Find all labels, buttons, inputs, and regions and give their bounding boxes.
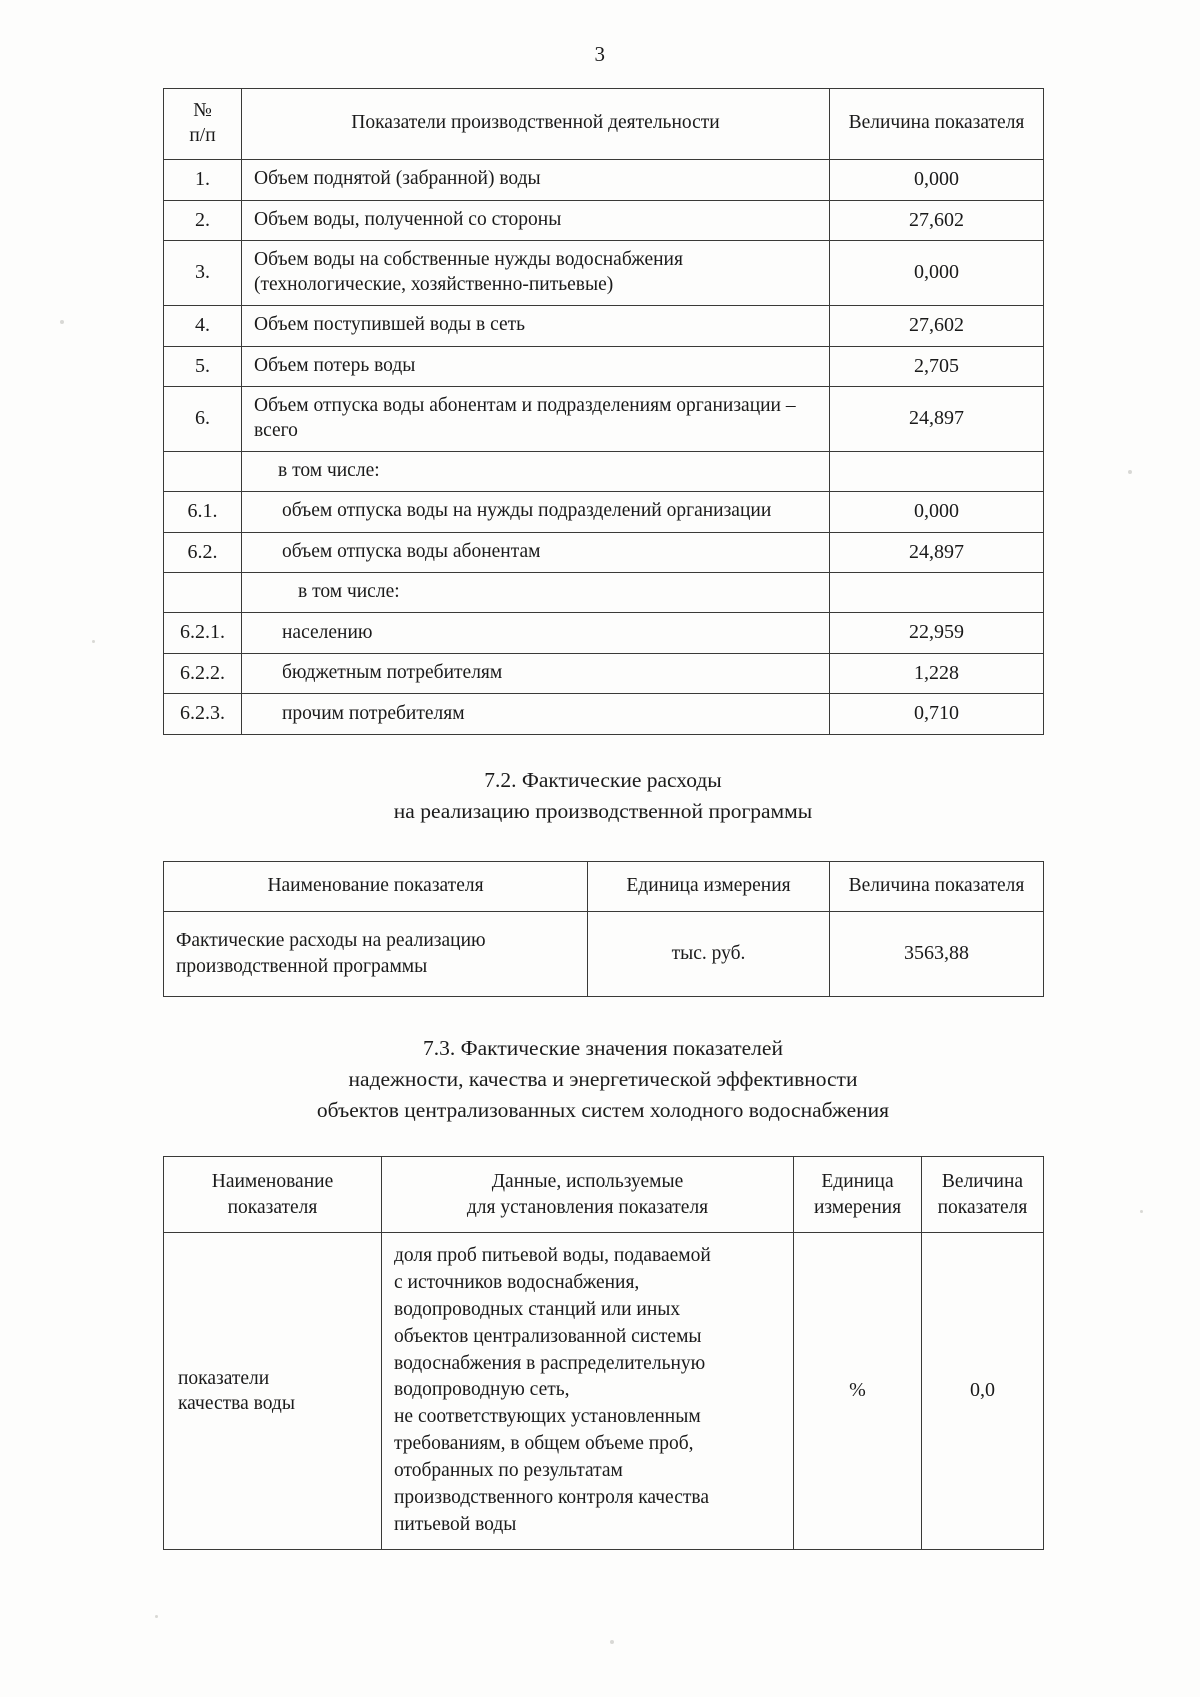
row-data-line: водопроводных станций или иных (394, 1298, 681, 1320)
table-row (164, 306, 1044, 347)
column-header-unit: Единица измерения (588, 862, 830, 912)
row-value: 3563,88 (830, 912, 1044, 996)
row-value: 1,228 (830, 653, 1044, 694)
row-indicator: Объем воды на собственные нужды водоснабжения (технологические, хозяйственно-питьевые) (242, 241, 830, 306)
column-header-data (382, 1157, 794, 1233)
row-data-description (382, 1232, 794, 1549)
row-value: 0,000 (830, 492, 1044, 533)
table-row (164, 346, 1044, 387)
table-header-row (164, 1157, 1044, 1233)
row-indicator: в том числе: (242, 452, 830, 492)
row-number: 2. (164, 200, 242, 241)
row-data-line: не соответствующих установленным (394, 1406, 701, 1428)
column-header-value-line2: показателя (937, 1196, 1028, 1218)
page-content (163, 88, 1043, 1550)
row-indicator: в том числе: (242, 573, 830, 613)
table-row (164, 653, 1044, 694)
row-value: 24,897 (830, 532, 1044, 573)
row-value: 0,000 (830, 241, 1044, 306)
row-number: 6.2.3. (164, 694, 242, 735)
row-data-line: производственного контроля качества (394, 1487, 709, 1509)
table-row (164, 387, 1044, 452)
column-header-value-line1: Величина (941, 1171, 1024, 1193)
column-header-data-line2: для установления показателя (466, 1196, 709, 1218)
row-indicator: Объем отпуска воды абонентам и подразделениям организации – всего (242, 387, 830, 452)
table-row (164, 241, 1044, 306)
row-data-line: водопроводную сеть, (394, 1379, 570, 1401)
row-indicator-line: качества воды (178, 1392, 295, 1414)
row-number: 3. (164, 241, 242, 306)
column-header-number (164, 89, 242, 160)
column-header-name-line1: Наименование (211, 1171, 334, 1193)
row-value: 24,897 (830, 387, 1044, 452)
section-7-3-line1: 7.3. Фактические значения показателей (423, 1035, 783, 1060)
column-header-value (922, 1157, 1044, 1233)
row-value: 0,000 (830, 159, 1044, 200)
row-indicator: Фактические расходы на реализацию производственной программы (164, 912, 588, 996)
row-value: 27,602 (830, 200, 1044, 241)
table-row (164, 912, 1044, 996)
row-value: 0,0 (922, 1232, 1044, 1549)
row-value (830, 573, 1044, 613)
table-header-row (164, 862, 1044, 912)
row-value (830, 452, 1044, 492)
row-data-line: отобранных по результатам (394, 1460, 623, 1482)
row-data-line: доля проб питьевой воды, подаваемой (394, 1244, 711, 1266)
section-7-3-line2: надежности, качества и энергетической эффективности (348, 1066, 858, 1091)
production-indicators-table (163, 88, 1044, 735)
column-header-unit (794, 1157, 922, 1233)
row-data-line: питьевой воды (394, 1514, 517, 1535)
table-row (164, 492, 1044, 533)
page-number: 3 (594, 42, 606, 66)
row-data-line: водоснабжения в распределительную (394, 1352, 706, 1374)
row-unit: тыс. руб. (588, 912, 830, 996)
row-number (164, 452, 242, 492)
column-header-value: Величина показателя (830, 862, 1044, 912)
row-indicator: прочим потребителям (242, 694, 830, 735)
column-header-unit-line2: измерения (813, 1196, 902, 1218)
row-indicator: бюджетным потребителям (242, 653, 830, 694)
row-data-line: требованиям, в общем объеме проб, (394, 1433, 694, 1455)
table-row (164, 1232, 1044, 1549)
table-row (164, 532, 1044, 573)
table-row (164, 452, 1044, 492)
row-indicator: Объем поступившей воды в сеть (242, 306, 830, 347)
column-header-name-line2: показателя (227, 1196, 318, 1218)
row-indicator: Объем воды, полученной со стороны (242, 200, 830, 241)
column-header-indicator-name: Наименование показателя (164, 862, 588, 912)
row-indicator-line: показатели (178, 1367, 270, 1389)
row-indicator: Объем поднятой (забранной) воды (242, 159, 830, 200)
row-number: 6.2. (164, 532, 242, 573)
table-header-row (164, 89, 1044, 160)
section-title-7-3 (163, 1033, 1043, 1127)
row-number: 4. (164, 306, 242, 347)
column-header-indicator: Показатели производственной деятельности (242, 89, 830, 160)
section-7-2-line2: на реализацию производственной программы (393, 799, 813, 824)
row-value: 0,710 (830, 694, 1044, 735)
section-7-3-line3: объектов централизованных систем холодного водоснабжения (316, 1098, 890, 1123)
column-header-value (830, 89, 1044, 160)
row-data-line: объектов централизованной системы (394, 1325, 702, 1347)
row-value: 22,959 (830, 613, 1044, 654)
row-number: 6. (164, 387, 242, 452)
column-header-unit-line1: Единица (821, 1171, 894, 1193)
table-row (164, 573, 1044, 613)
row-number: 6.2.1. (164, 613, 242, 654)
row-data-line: с источников водоснабжения, (394, 1271, 640, 1293)
row-value: 2,705 (830, 346, 1044, 387)
row-number (164, 573, 242, 613)
row-number: 5. (164, 346, 242, 387)
column-header-number-line2: п/п (189, 124, 216, 146)
row-value: 27,602 (830, 306, 1044, 347)
section-7-2-line1: 7.2. Фактические расходы (484, 767, 722, 792)
column-header-value-line1: Величина (848, 112, 930, 134)
column-header-value-line2: показателя (934, 112, 1025, 134)
column-header-number-line1: № (193, 100, 212, 121)
row-indicator: объем отпуска воды на нужды подразделений организации (242, 492, 830, 533)
table-row (164, 200, 1044, 241)
row-indicator: объем отпуска воды абонентам (242, 532, 830, 573)
row-number: 6.1. (164, 492, 242, 533)
quality-indicators-table (163, 1156, 1044, 1550)
table-row (164, 613, 1044, 654)
row-indicator (164, 1232, 382, 1549)
table-row (164, 159, 1044, 200)
row-number: 1. (164, 159, 242, 200)
column-header-data-line1: Данные, используемые (491, 1171, 684, 1193)
table-row (164, 694, 1044, 735)
row-unit: % (794, 1232, 922, 1549)
actual-expenses-table (163, 861, 1044, 996)
row-number: 6.2.2. (164, 653, 242, 694)
row-indicator: Объем потерь воды (242, 346, 830, 387)
section-title-7-2 (163, 765, 1043, 827)
column-header-indicator-name (164, 1157, 382, 1233)
row-indicator: населению (242, 613, 830, 654)
